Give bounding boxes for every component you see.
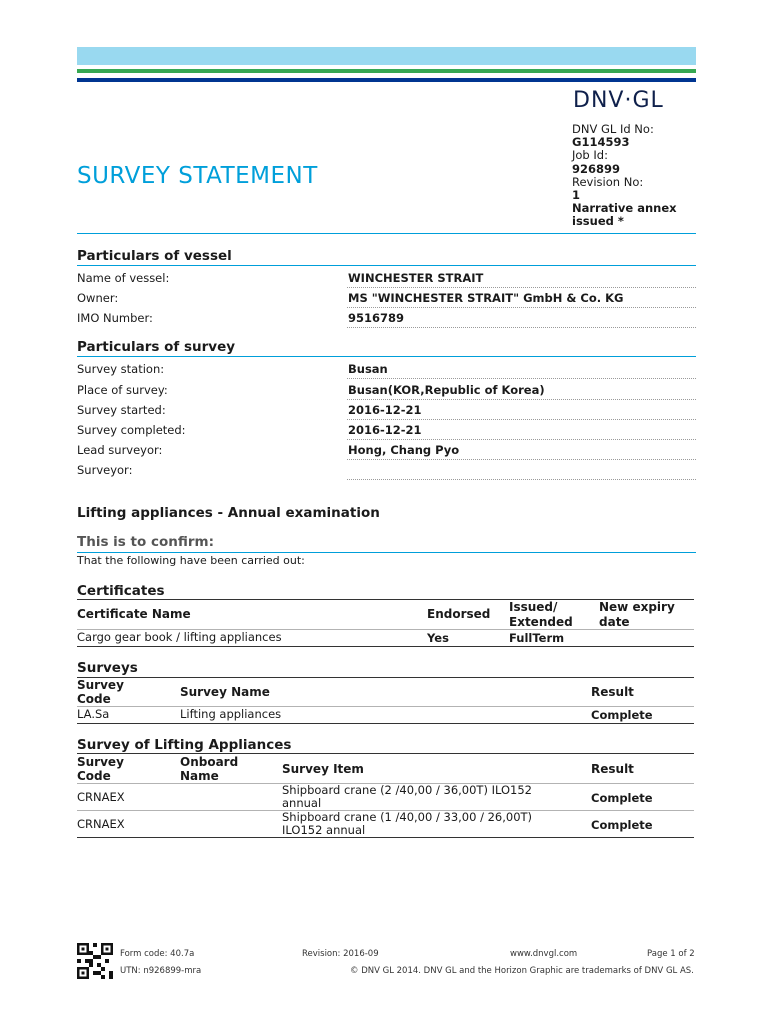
value-underline [347, 287, 696, 288]
id-value: G114593 [572, 135, 630, 150]
col-lifting-result: Result [591, 762, 634, 776]
revision-label: Revision No: [572, 174, 644, 189]
col-survey-code-line1: Survey [77, 678, 124, 692]
owner-value: MS "WINCHESTER STRAIT" GmbH & Co. KG [348, 291, 624, 305]
table-rule [77, 706, 694, 707]
table-rule [77, 723, 694, 724]
narrative-annex-line2: issued * [572, 214, 624, 229]
value-underline [347, 327, 696, 328]
certificate-endorsed-cell: Yes [427, 631, 449, 645]
lifting-code-cell: CRNAEX [77, 817, 125, 831]
lifting-item-line1: Shipboard crane (2 /40,00 / 36,00T) ILO152 [282, 783, 532, 797]
revision-value: 1 [572, 188, 581, 203]
section-heading-survey: Particulars of survey [77, 339, 236, 355]
col-survey-result: Result [591, 685, 634, 699]
col-survey-code-line2: Code [77, 692, 111, 706]
survey-name-cell: Lifting appliances [180, 707, 282, 721]
col-certificate-name: Certificate Name [77, 607, 191, 621]
surveyor-label: Surveyor: [77, 463, 133, 477]
col-expiry-line2: date [599, 615, 630, 629]
value-underline [347, 459, 696, 460]
col-expiry-line1: New expiry [599, 600, 675, 614]
certificate-name-cell: Cargo gear book / lifting appliances [77, 630, 282, 644]
col-lifting-code-line1: Survey [77, 755, 124, 769]
footer-utn: UTN: n926899-mra [120, 966, 202, 976]
lifting-result-cell: Complete [591, 791, 653, 805]
col-onboard-line1: Onboard [180, 755, 239, 769]
value-underline [347, 399, 696, 400]
dnvgl-logo: DNV·GL [573, 88, 664, 113]
col-lifting-code-line2: Code [77, 769, 111, 783]
job-label: Job Id: [572, 148, 608, 163]
vessel-name-label: Name of vessel: [77, 271, 170, 285]
section-rule [77, 265, 696, 266]
section-heading-vessel: Particulars of vessel [77, 248, 232, 264]
vessel-name-value: WINCHESTER STRAIT [348, 271, 484, 285]
imo-label: IMO Number: [77, 311, 153, 325]
started-label: Survey started: [77, 403, 166, 417]
imo-value: 9516789 [348, 311, 405, 325]
header-band-green [77, 69, 696, 73]
survey-code-cell: LA.Sa [77, 707, 110, 721]
owner-label: Owner: [77, 291, 119, 305]
qr-code-icon [77, 943, 113, 979]
footer-form-code: Form code: 40.7a [120, 949, 195, 959]
lead-surveyor-value: Hong, Chang Pyo [348, 443, 460, 457]
place-label: Place of survey: [77, 383, 168, 397]
section-rule [77, 356, 696, 357]
confirm-heading: This is to confirm: [77, 534, 214, 550]
header-band-blue [77, 78, 696, 82]
certificate-issued-cell: FullTerm [509, 631, 565, 645]
table-rule [77, 646, 694, 647]
header-band-light [77, 47, 696, 65]
value-underline [347, 378, 696, 379]
col-endorsed: Endorsed [427, 607, 491, 621]
table-rule [77, 677, 694, 678]
completed-value: 2016-12-21 [348, 423, 422, 437]
lifting-item-line1: Shipboard crane (1 /40,00 / 33,00 / 26,00T) [282, 810, 533, 824]
footer-revision: Revision: 2016-09 [302, 949, 379, 959]
col-survey-name: Survey Name [180, 685, 270, 699]
value-underline [347, 419, 696, 420]
lifting-code-cell: CRNAEX [77, 790, 125, 804]
table-rule [77, 837, 694, 838]
col-issued-line2: Extended [509, 615, 573, 629]
id-label: DNV GL Id No: [572, 122, 654, 136]
exam-title: Lifting appliances - Annual examination [77, 505, 380, 521]
section-heading-surveys: Surveys [77, 660, 138, 676]
lead-surveyor-label: Lead surveyor: [77, 443, 163, 457]
lifting-result-cell: Complete [591, 818, 653, 832]
value-underline [347, 479, 696, 480]
value-underline [347, 439, 696, 440]
footer-page-number: Page 1 of 2 [647, 949, 695, 959]
col-survey-item: Survey Item [282, 762, 364, 776]
narrative-annex-line1: Narrative annex [572, 201, 677, 216]
lifting-item-line2: ILO152 annual [282, 823, 366, 837]
section-rule [77, 552, 696, 553]
document-meta [572, 123, 702, 229]
place-value: Busan(KOR,Republic of Korea) [348, 383, 545, 397]
completed-label: Survey completed: [77, 423, 186, 437]
value-underline [347, 307, 696, 308]
table-rule [77, 753, 694, 754]
footer-copyright: © DNV GL 2014. DNV GL and the Horizon Graphic are trademarks of DNV GL AS. [350, 966, 694, 976]
footer-website[interactable]: www.dnvgl.com [510, 949, 578, 959]
lifting-item-line2: annual [282, 796, 322, 810]
survey-station-value: Busan [348, 362, 388, 376]
confirm-text: That the following have been carried out: [77, 554, 305, 567]
survey-result-cell: Complete [591, 708, 653, 722]
job-value: 926899 [572, 161, 621, 176]
section-heading-lifting: Survey of Lifting Appliances [77, 737, 292, 753]
section-heading-certificates: Certificates [77, 583, 165, 599]
divider [77, 233, 696, 234]
col-issued-line1: Issued/ [509, 600, 558, 614]
started-value: 2016-12-21 [348, 403, 422, 417]
page-title: SURVEY STATEMENT [77, 163, 318, 189]
col-onboard-line2: Name [180, 769, 219, 783]
survey-station-label: Survey station: [77, 362, 165, 376]
